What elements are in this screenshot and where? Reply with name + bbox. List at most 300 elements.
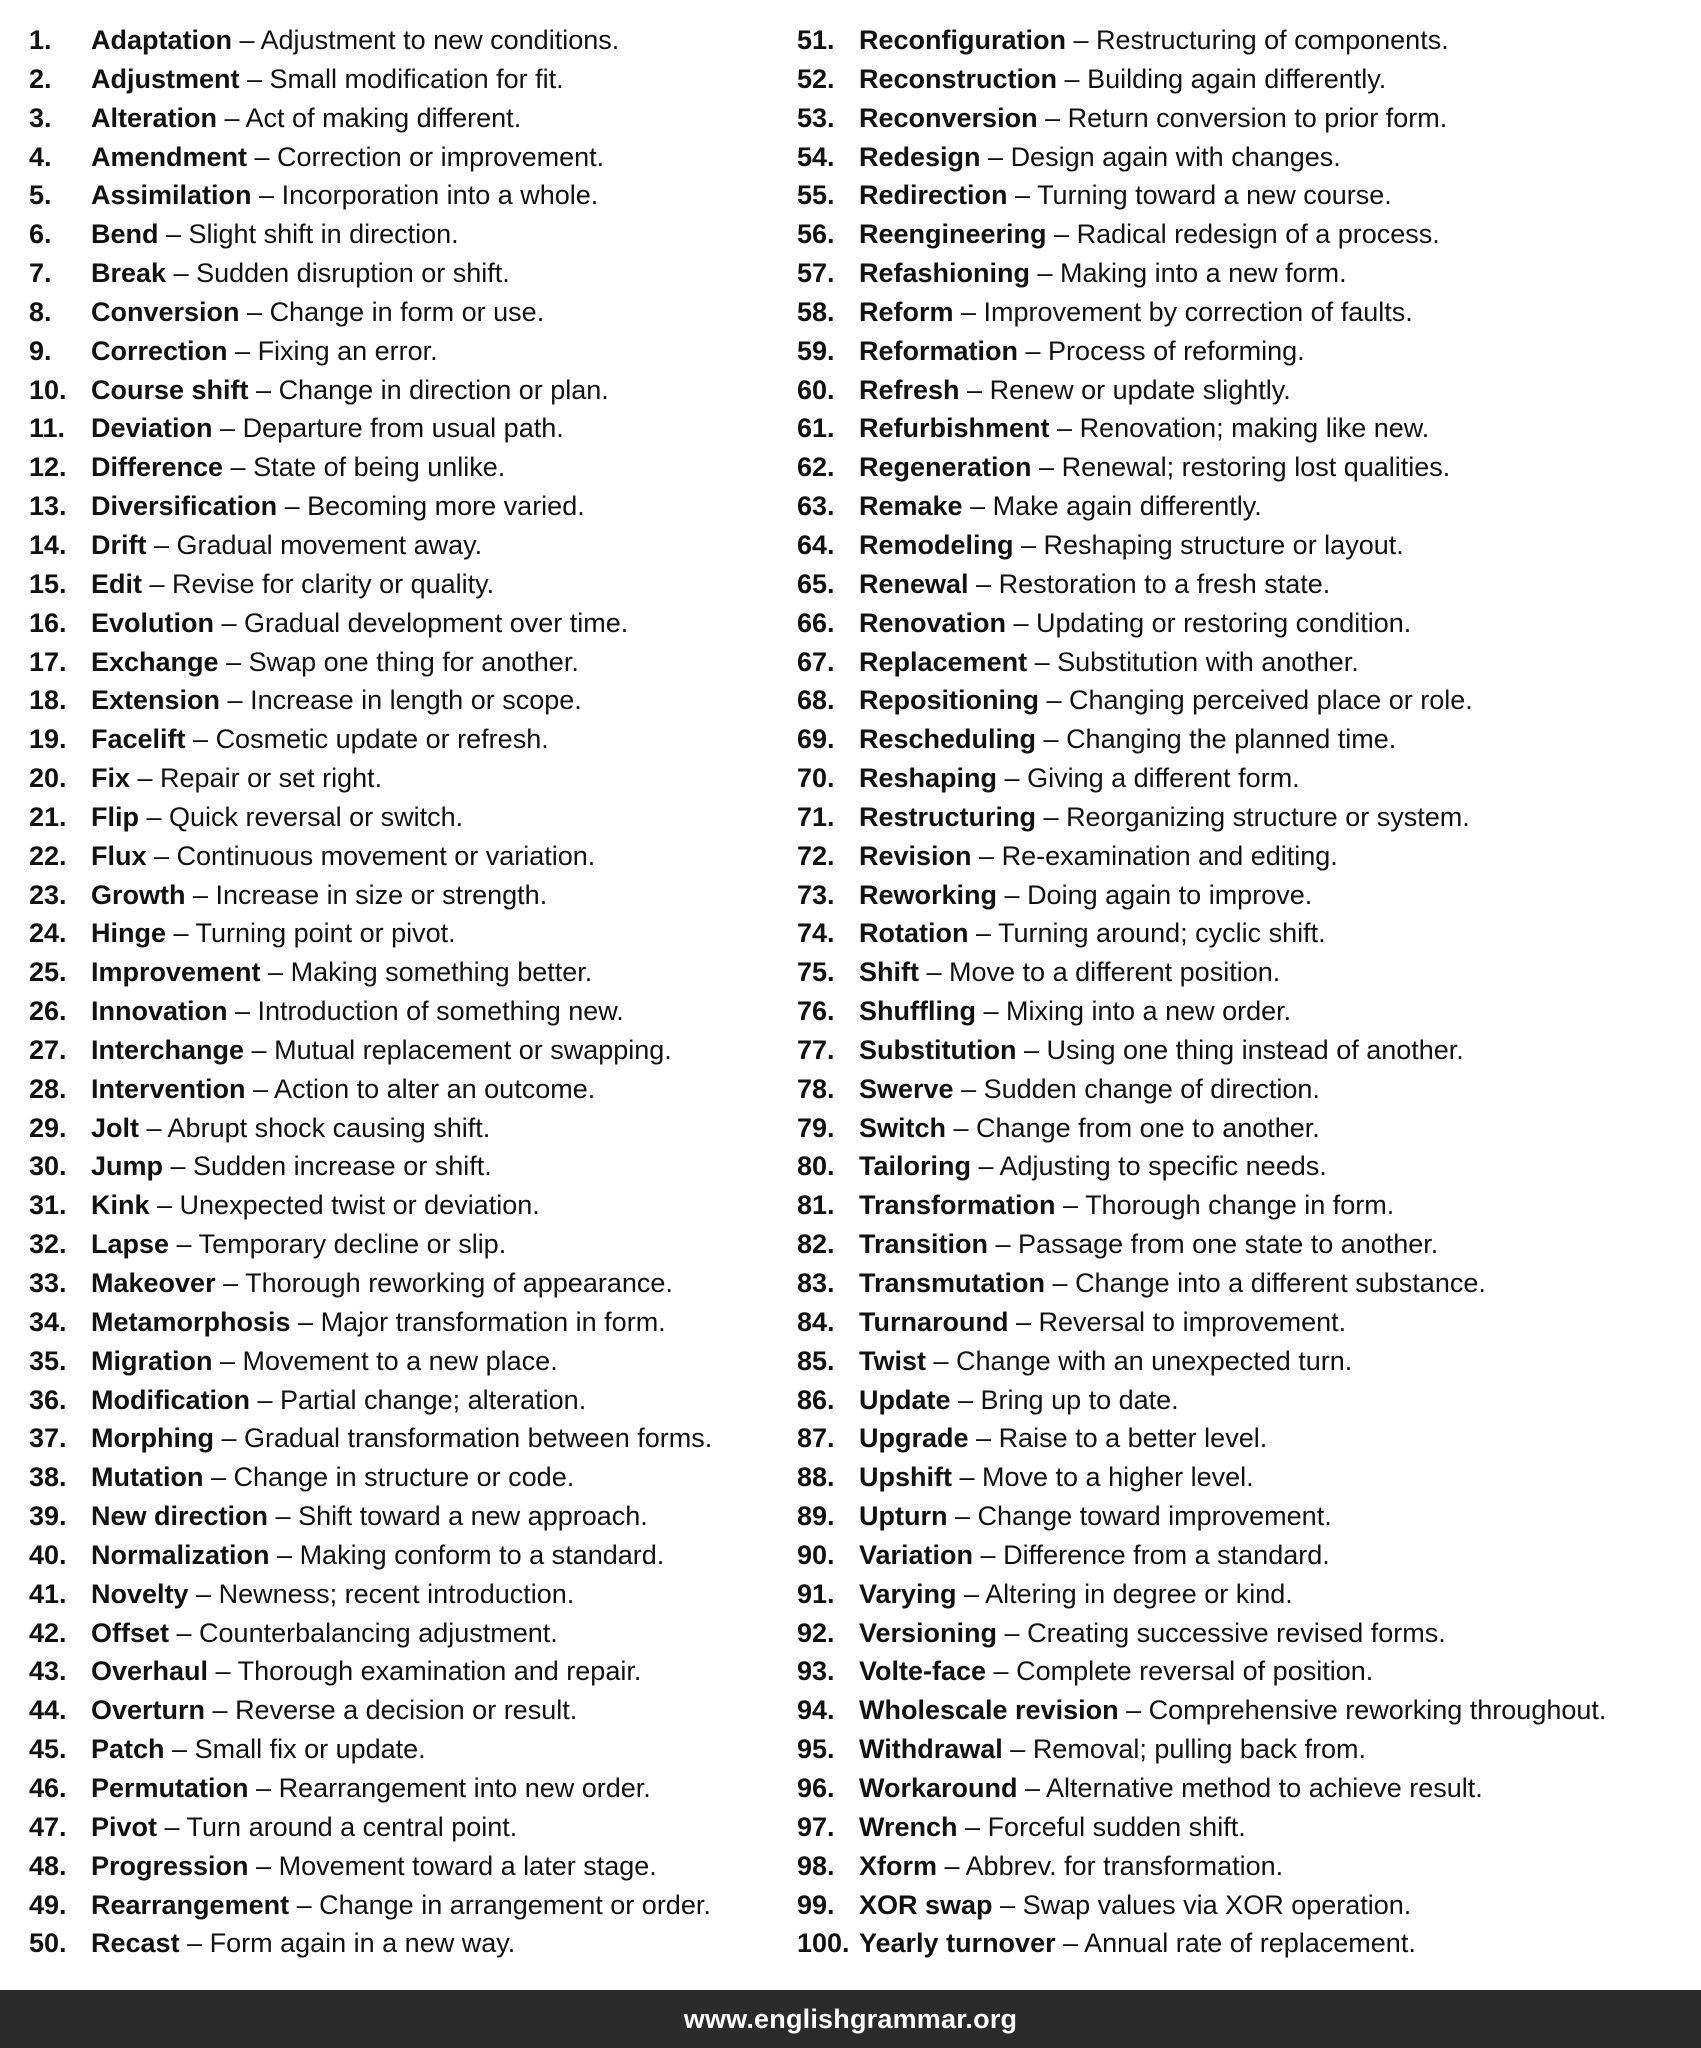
entry-number: 46. bbox=[29, 1772, 67, 1803]
entry-separator: – bbox=[149, 1190, 180, 1221]
entry-text bbox=[91, 604, 628, 643]
entry-number: 42. bbox=[29, 1617, 67, 1648]
entry-term: Refresh bbox=[859, 374, 960, 405]
entry-number: 78. bbox=[797, 1073, 835, 1104]
entry-text bbox=[859, 1575, 1293, 1614]
entry-separator: – bbox=[146, 840, 177, 871]
entry-number: 40. bbox=[29, 1539, 67, 1570]
entry-definition: Cosmetic update or refresh. bbox=[215, 724, 549, 755]
entry-definition: Making something better. bbox=[290, 957, 593, 988]
entry-separator: – bbox=[947, 1501, 978, 1532]
entry-separator: – bbox=[139, 801, 170, 832]
entry-text bbox=[91, 1691, 577, 1730]
entry-number: 51. bbox=[797, 25, 835, 55]
entry-definition: Sudden change of direction. bbox=[983, 1073, 1320, 1104]
entry-definition: Changing the planned time. bbox=[1066, 724, 1397, 755]
entry-definition: Annual rate of replacement. bbox=[1084, 1928, 1416, 1959]
list-item bbox=[29, 526, 789, 565]
entry-definition: Changing perceived place or role. bbox=[1069, 685, 1473, 716]
entry-number: 53. bbox=[797, 102, 835, 133]
entry-text bbox=[859, 60, 1386, 99]
list-item bbox=[29, 992, 789, 1031]
entry-separator: – bbox=[166, 918, 196, 949]
entry-definition: Action to alter an outcome. bbox=[274, 1073, 596, 1104]
list-item bbox=[797, 99, 1687, 138]
entry-definition: Introduction of something new. bbox=[257, 996, 624, 1027]
entry-separator: – bbox=[1016, 1034, 1047, 1065]
entry-definition: Alternative method to achieve result. bbox=[1046, 1772, 1483, 1803]
entry-separator: – bbox=[213, 1423, 244, 1454]
entry-separator: – bbox=[163, 1151, 194, 1182]
entry-definition: Mixing into a new order. bbox=[1006, 996, 1292, 1027]
list-item bbox=[29, 215, 789, 254]
entry-term: Offset bbox=[91, 1617, 170, 1648]
entry-separator: – bbox=[962, 491, 993, 522]
entry-text bbox=[859, 720, 1396, 759]
entry-definition: Movement to a new place. bbox=[242, 1345, 558, 1376]
entry-term: Restructuring bbox=[859, 801, 1037, 832]
entry-separator: – bbox=[1036, 724, 1067, 755]
entry-separator: – bbox=[269, 1539, 300, 1570]
list-item bbox=[797, 953, 1687, 992]
list-item bbox=[797, 643, 1687, 682]
entry-separator: – bbox=[217, 102, 246, 133]
entry-term: Modification bbox=[91, 1384, 250, 1415]
entry-separator: – bbox=[158, 219, 189, 250]
list-item bbox=[29, 332, 789, 371]
list-item bbox=[797, 720, 1687, 759]
entry-separator: – bbox=[248, 1850, 279, 1881]
entry-text bbox=[91, 1109, 490, 1148]
entry-number: 91. bbox=[797, 1578, 835, 1609]
entry-term: Correction bbox=[91, 335, 228, 366]
list-item bbox=[797, 1225, 1687, 1264]
entry-number: 67. bbox=[797, 646, 835, 677]
entry-text bbox=[859, 176, 1392, 215]
entry-text bbox=[91, 99, 521, 138]
list-item bbox=[29, 371, 789, 410]
entry-text bbox=[91, 1614, 558, 1653]
entry-number: 85. bbox=[797, 1345, 835, 1376]
entry-term: Alteration bbox=[91, 102, 218, 133]
entry-number: 12. bbox=[29, 452, 67, 483]
entry-term: Variation bbox=[859, 1539, 974, 1570]
entry-definition: Becoming more varied. bbox=[307, 491, 585, 522]
entry-term: Overhaul bbox=[91, 1656, 209, 1687]
entry-term: Reform bbox=[859, 296, 954, 327]
entry-separator: – bbox=[223, 452, 254, 483]
entry-text bbox=[859, 1264, 1486, 1303]
entry-term: Reconstruction bbox=[859, 63, 1058, 94]
entry-definition: Return conversion to prior form. bbox=[1067, 102, 1448, 133]
entry-text bbox=[859, 953, 1280, 992]
list-item bbox=[29, 409, 789, 448]
entry-number: 17. bbox=[29, 646, 67, 677]
entry-term: Tailoring bbox=[859, 1151, 971, 1182]
entry-text bbox=[859, 1147, 1327, 1186]
entry-term: Fix bbox=[91, 763, 131, 794]
entry-definition: Making conform to a standard. bbox=[299, 1539, 665, 1570]
list-item bbox=[29, 448, 789, 487]
entry-term: Upshift bbox=[859, 1462, 952, 1493]
entry-term: Extension bbox=[91, 685, 221, 716]
entry-number: 52. bbox=[797, 63, 835, 94]
entry-number: 44. bbox=[29, 1695, 67, 1726]
entry-text bbox=[859, 1303, 1346, 1342]
entry-term: Adaptation bbox=[91, 25, 232, 55]
entry-term: Makeover bbox=[91, 1268, 216, 1298]
entry-term: Switch bbox=[859, 1112, 947, 1143]
entry-term: Pivot bbox=[91, 1811, 158, 1842]
entry-number: 37. bbox=[29, 1423, 67, 1454]
entry-text bbox=[91, 1070, 595, 1109]
list-item bbox=[29, 254, 789, 293]
entry-text bbox=[91, 992, 624, 1031]
entry-definition: Sudden increase or shift. bbox=[193, 1151, 492, 1182]
entry-definition: Revise for clarity or quality. bbox=[172, 568, 495, 599]
entry-number: 57. bbox=[797, 258, 835, 289]
entry-separator: – bbox=[227, 335, 258, 366]
entry-number: 66. bbox=[797, 607, 835, 638]
entry-definition: Comprehensive reworking throughout. bbox=[1148, 1695, 1607, 1726]
entry-term: Remake bbox=[859, 491, 963, 522]
entry-number: 71. bbox=[797, 801, 835, 832]
list-item bbox=[29, 1031, 789, 1070]
entry-definition: Forceful sudden shift. bbox=[987, 1811, 1246, 1842]
entry-text bbox=[859, 215, 1440, 254]
list-item bbox=[797, 409, 1687, 448]
entry-separator: – bbox=[205, 1695, 236, 1726]
entry-definition: Small fix or update. bbox=[194, 1734, 426, 1765]
entry-separator: – bbox=[959, 374, 990, 405]
entry-number: 93. bbox=[797, 1656, 835, 1687]
list-item bbox=[29, 1847, 789, 1886]
entry-text bbox=[91, 1264, 673, 1303]
entry-text bbox=[91, 759, 382, 798]
entry-number: 9. bbox=[29, 335, 52, 366]
entry-separator: – bbox=[1038, 685, 1070, 716]
entry-text bbox=[91, 1381, 586, 1420]
entry-term: Xform bbox=[859, 1850, 938, 1881]
footer-bar bbox=[0, 1990, 1701, 2048]
list-item bbox=[29, 1264, 789, 1303]
entry-term: Wrench bbox=[859, 1811, 958, 1842]
entry-text bbox=[859, 254, 1347, 293]
entry-separator: – bbox=[1017, 1772, 1047, 1803]
entry-term: Permutation bbox=[91, 1772, 249, 1803]
entry-separator: – bbox=[232, 25, 261, 55]
entry-text bbox=[859, 1847, 1283, 1886]
entry-term: Amendment bbox=[91, 141, 248, 172]
entry-definition: Form again in a new way. bbox=[209, 1928, 516, 1959]
entry-definition: Re-examination and editing. bbox=[1001, 840, 1338, 871]
entry-term: Hinge bbox=[91, 918, 167, 949]
list-item bbox=[797, 1808, 1687, 1847]
entry-term: Bend bbox=[91, 219, 159, 250]
entry-definition: Making into a new form. bbox=[1060, 258, 1347, 289]
entry-text bbox=[91, 837, 595, 876]
entry-separator: – bbox=[239, 63, 270, 94]
entry-text bbox=[859, 876, 1312, 915]
entry-definition: Removal; pulling back from. bbox=[1032, 1734, 1366, 1765]
entry-definition: Shift toward a new approach. bbox=[298, 1501, 648, 1532]
entry-definition: Quick reversal or switch. bbox=[169, 801, 464, 832]
entry-number: 99. bbox=[797, 1889, 835, 1920]
entry-text bbox=[859, 1691, 1606, 1730]
entry-separator: – bbox=[1027, 646, 1058, 677]
entry-definition: Using one thing instead of another. bbox=[1046, 1034, 1464, 1065]
entry-number: 90. bbox=[797, 1539, 835, 1570]
list-item bbox=[29, 1691, 789, 1730]
list-item bbox=[29, 1458, 789, 1497]
entry-number: 1. bbox=[29, 25, 52, 55]
entry-number: 89. bbox=[797, 1501, 835, 1532]
entry-separator: – bbox=[986, 1656, 1017, 1687]
entry-definition: Complete reversal of position. bbox=[1016, 1656, 1374, 1687]
entry-number: 16. bbox=[29, 607, 67, 638]
entry-text bbox=[91, 526, 482, 565]
entry-number: 33. bbox=[29, 1268, 67, 1298]
list-item bbox=[797, 1109, 1687, 1148]
entry-number: 70. bbox=[797, 763, 835, 794]
list-item bbox=[797, 176, 1687, 215]
list-item bbox=[797, 1497, 1687, 1536]
entry-term: Edit bbox=[91, 568, 142, 599]
list-item bbox=[797, 1730, 1687, 1769]
entry-separator: – bbox=[973, 1539, 1004, 1570]
entry-definition: Abrupt shock causing shift. bbox=[167, 1112, 491, 1143]
list-item bbox=[797, 487, 1687, 526]
entry-separator: – bbox=[142, 568, 173, 599]
entry-separator: – bbox=[146, 529, 177, 560]
entry-text bbox=[91, 1303, 666, 1342]
entry-separator: – bbox=[975, 996, 1006, 1027]
entry-separator: – bbox=[951, 1462, 983, 1493]
list-item bbox=[797, 21, 1687, 60]
entry-text bbox=[859, 1186, 1394, 1225]
entry-number: 77. bbox=[797, 1034, 835, 1065]
entry-number: 7. bbox=[29, 258, 52, 289]
entry-text bbox=[859, 1730, 1366, 1769]
entry-number: 88. bbox=[797, 1462, 835, 1493]
entry-text bbox=[859, 1381, 1179, 1420]
entry-number: 10. bbox=[29, 374, 67, 405]
entry-text bbox=[91, 565, 494, 604]
entry-term: Kink bbox=[91, 1190, 150, 1221]
entry-separator: – bbox=[130, 763, 161, 794]
entry-definition: Thorough reworking of appearance. bbox=[245, 1268, 673, 1298]
list-item bbox=[797, 1769, 1687, 1808]
entry-text bbox=[91, 1652, 641, 1691]
entry-text bbox=[91, 1458, 574, 1497]
entry-separator: – bbox=[957, 1811, 988, 1842]
entry-term: Transformation bbox=[859, 1190, 1056, 1221]
list-item bbox=[797, 876, 1687, 915]
entry-term: Jolt bbox=[91, 1112, 140, 1143]
entry-number: 19. bbox=[29, 724, 67, 755]
entry-text bbox=[91, 60, 564, 99]
entry-number: 24. bbox=[29, 918, 67, 949]
entry-separator: – bbox=[950, 1384, 981, 1415]
entry-term: Regeneration bbox=[859, 452, 1032, 483]
entry-definition: Change into a different substance. bbox=[1075, 1268, 1486, 1298]
list-item bbox=[797, 1886, 1687, 1925]
entry-number: 94. bbox=[797, 1695, 835, 1726]
entry-separator: – bbox=[289, 1889, 320, 1920]
entry-term: Redirection bbox=[859, 180, 1008, 211]
entry-separator: – bbox=[1031, 452, 1062, 483]
entry-separator: – bbox=[1018, 335, 1049, 366]
entry-number: 30. bbox=[29, 1151, 67, 1182]
entry-term: Course shift bbox=[91, 374, 249, 405]
entry-text bbox=[859, 1886, 1411, 1925]
entry-text bbox=[859, 1109, 1320, 1148]
entry-text bbox=[91, 1924, 515, 1963]
list-item bbox=[29, 1381, 789, 1420]
entry-separator: – bbox=[249, 1384, 281, 1415]
entry-number: 81. bbox=[797, 1190, 835, 1221]
entry-term: Revision bbox=[859, 840, 972, 871]
list-item bbox=[797, 1031, 1687, 1070]
entry-text bbox=[91, 1536, 664, 1575]
entry-definition: Increase in length or scope. bbox=[250, 685, 582, 716]
entry-definition: State of being unlike. bbox=[253, 452, 506, 483]
entry-text bbox=[91, 798, 463, 837]
entry-definition: Restoration to a fresh state. bbox=[998, 568, 1331, 599]
entry-text bbox=[91, 1886, 711, 1925]
entry-definition: Substitution with another. bbox=[1057, 646, 1359, 677]
entry-separator: – bbox=[1013, 529, 1044, 560]
entry-text bbox=[91, 138, 604, 177]
entry-term: Interchange bbox=[91, 1034, 245, 1065]
entry-separator: – bbox=[971, 840, 1002, 871]
list-item bbox=[797, 565, 1687, 604]
entry-separator: – bbox=[919, 957, 950, 988]
entry-text bbox=[859, 332, 1305, 371]
entry-definition: Building again differently. bbox=[1087, 63, 1387, 94]
entry-definition: Raise to a better level. bbox=[998, 1423, 1268, 1454]
entry-term: Reconfiguration bbox=[859, 25, 1066, 55]
entry-term: Migration bbox=[91, 1345, 213, 1376]
entry-number: 18. bbox=[29, 685, 67, 716]
entry-number: 79. bbox=[797, 1112, 835, 1143]
entry-text bbox=[859, 1497, 1332, 1536]
entry-definition: Doing again to improve. bbox=[1027, 879, 1313, 910]
entry-text bbox=[91, 487, 585, 526]
entry-definition: Gradual transformation between forms. bbox=[244, 1423, 713, 1454]
entry-term: Volte-face bbox=[859, 1656, 987, 1687]
entry-term: XOR swap bbox=[859, 1889, 993, 1920]
entry-term: Break bbox=[91, 258, 167, 289]
entry-term: Rescheduling bbox=[859, 724, 1037, 755]
entry-separator: – bbox=[1046, 219, 1077, 250]
list-item bbox=[29, 60, 789, 99]
entry-number: 34. bbox=[29, 1306, 67, 1337]
list-item bbox=[797, 1303, 1687, 1342]
list-item bbox=[29, 1186, 789, 1225]
entry-number: 96. bbox=[797, 1772, 835, 1803]
entry-term: Reengineering bbox=[859, 219, 1047, 250]
footer-website-url: www.englishgrammar.org bbox=[683, 2003, 1018, 2034]
entry-number: 80. bbox=[797, 1151, 835, 1182]
entry-number: 14. bbox=[29, 529, 67, 560]
entry-definition: Continuous movement or variation. bbox=[176, 840, 596, 871]
entry-definition: Turn around a central point. bbox=[186, 1811, 518, 1842]
list-item bbox=[29, 176, 789, 215]
entry-definition: Move to a different position. bbox=[949, 957, 1281, 988]
list-item bbox=[797, 60, 1687, 99]
list-item bbox=[29, 1109, 789, 1148]
entry-term: Redesign bbox=[859, 141, 981, 172]
entry-term: Update bbox=[859, 1384, 951, 1415]
entry-number: 76. bbox=[797, 996, 835, 1027]
list-item bbox=[29, 1924, 789, 1963]
entry-separator: – bbox=[169, 1617, 200, 1648]
entry-definition: Gradual movement away. bbox=[176, 529, 483, 560]
entry-text bbox=[859, 759, 1300, 798]
entry-number: 98. bbox=[797, 1850, 835, 1881]
entry-term: Exchange bbox=[91, 646, 219, 677]
entry-text bbox=[859, 1614, 1446, 1653]
entry-separator: – bbox=[139, 1112, 168, 1143]
entry-separator: – bbox=[1055, 1928, 1085, 1959]
entry-text bbox=[91, 1031, 672, 1070]
entry-number: 31. bbox=[29, 1190, 67, 1221]
entry-number: 62. bbox=[797, 452, 835, 483]
entry-separator: – bbox=[1118, 1695, 1149, 1726]
entry-text bbox=[859, 1225, 1438, 1264]
list-item bbox=[797, 1070, 1687, 1109]
entry-separator: – bbox=[214, 607, 245, 638]
list-item bbox=[29, 1575, 789, 1614]
entry-definition: Bring up to date. bbox=[980, 1384, 1179, 1415]
list-item bbox=[29, 21, 789, 60]
entry-text bbox=[91, 1808, 517, 1847]
entry-definition: Turning toward a new course. bbox=[1037, 180, 1392, 211]
entry-separator: – bbox=[179, 1928, 210, 1959]
entry-number: 29. bbox=[29, 1112, 67, 1143]
entry-separator: – bbox=[956, 1578, 986, 1609]
entry-number: 48. bbox=[29, 1850, 67, 1881]
entry-number: 87. bbox=[797, 1423, 835, 1454]
entry-text bbox=[859, 1536, 1330, 1575]
entry-term: Drift bbox=[91, 529, 147, 560]
entry-term: Versioning bbox=[859, 1617, 998, 1648]
entry-term: Yearly turnover bbox=[859, 1928, 1056, 1959]
entry-text bbox=[859, 138, 1341, 177]
entry-text bbox=[91, 681, 582, 720]
entry-text bbox=[91, 876, 547, 915]
entry-term: Rearrangement bbox=[91, 1889, 290, 1920]
list-item bbox=[29, 565, 789, 604]
entry-number: 75. bbox=[797, 957, 835, 988]
list-item bbox=[29, 1419, 789, 1458]
entry-definition: Increase in size or strength. bbox=[215, 879, 548, 910]
list-item bbox=[29, 1808, 789, 1847]
entry-definition: Thorough change in form. bbox=[1085, 1190, 1395, 1221]
entry-term: Replacement bbox=[859, 646, 1028, 677]
entry-definition: Renew or update slightly. bbox=[989, 374, 1291, 405]
list-item bbox=[29, 720, 789, 759]
entry-number: 84. bbox=[797, 1306, 835, 1337]
list-item bbox=[29, 1497, 789, 1536]
list-item bbox=[797, 1847, 1687, 1886]
list-item bbox=[29, 876, 789, 915]
entry-number: 3. bbox=[29, 102, 52, 133]
list-item bbox=[29, 1886, 789, 1925]
entry-separator: – bbox=[212, 413, 243, 444]
entry-number: 26. bbox=[29, 996, 67, 1027]
